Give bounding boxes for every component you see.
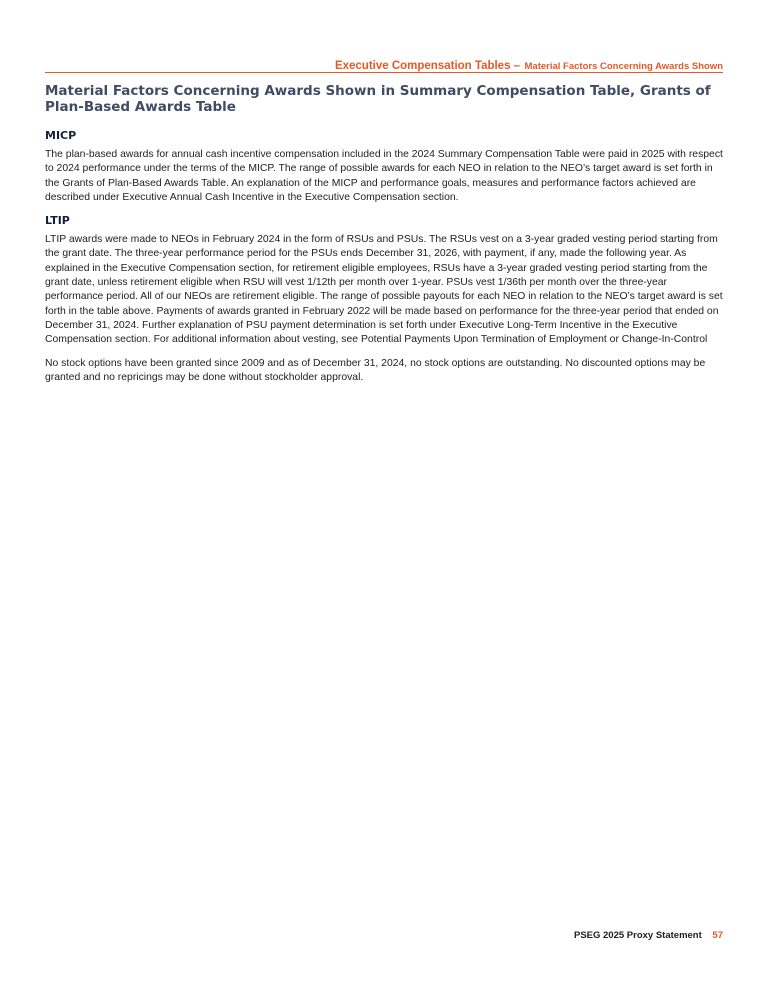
header-divider: [45, 72, 723, 73]
footer-document-title: PSEG 2025 Proxy Statement: [573, 930, 702, 941]
header-subsection-title: Material Factors Concerning Awards Shown: [524, 61, 723, 72]
section-heading-micp: MICP: [45, 129, 77, 142]
page-footer: [574, 930, 723, 941]
page-title: Material Factors Concerning Awards Shown in Summary Compensation Table, Grants of Plan-Based Awards Table: [45, 83, 711, 115]
micp-paragraph: The plan-based awards for annual cash incentive compensation included in the 2024 Summary Compensation Table were paid in 2025 with respect to 2024 performance under the terms of the MICP. The range of possible awards for each NEO in relation to the NEO’s target award is set forth in the Grants of Plan-Based Awards Table. An explanation of the MICP and performance goals, measures and performance factors achieved are described under Executive Annual Cash Incentive in the Executive Compensation section.: [45, 149, 723, 203]
main-content: [45, 84, 723, 394]
page-number: 57: [712, 930, 723, 941]
header-section-title: Executive Compensation Tables –: [334, 60, 521, 72]
section-heading-ltip: LTIP: [45, 214, 70, 228]
ltip-paragraph-awards: LTIP awards were made to NEOs in February 2024 in the form of RSUs and PSUs. The RSUs vest on a 3-year graded vesting period starting from the grant date. The three-year performance period for the PSUs ends December 31, 2026, with payment, if any, made the following year. As explained in the Executive Compensation section, for retirement eligible employees, RSUs have a 3-year graded vesting period starting from the grant date, unless retirement eligible when RSU will vest 1/12th per month over 1-year. PSUs vest 1/36th per month over the three-year performance period. All of our NEOs are retirement eligible. The range of possible payouts for each NEO in relation to the NEO’s target award is set forth in the table above. Payments of awards granted in February 2022 will be made based on performance for the three-year period that ended on December 31, 2024. Further explanation of PSU payment determination is set forth under Executive Long-Term Incentive in the Executive Compensation section. For additional information about vesting, see Potential Payments Upon Termination of Employment or Change-In-Control: [45, 234, 723, 346]
ltip-paragraph-stock-options: No stock options have been granted since 2009 and as of December 31, 2024, no stock options are outstanding. No discounted options may be granted and no repricings may be done without stockholder approval.: [45, 357, 706, 383]
